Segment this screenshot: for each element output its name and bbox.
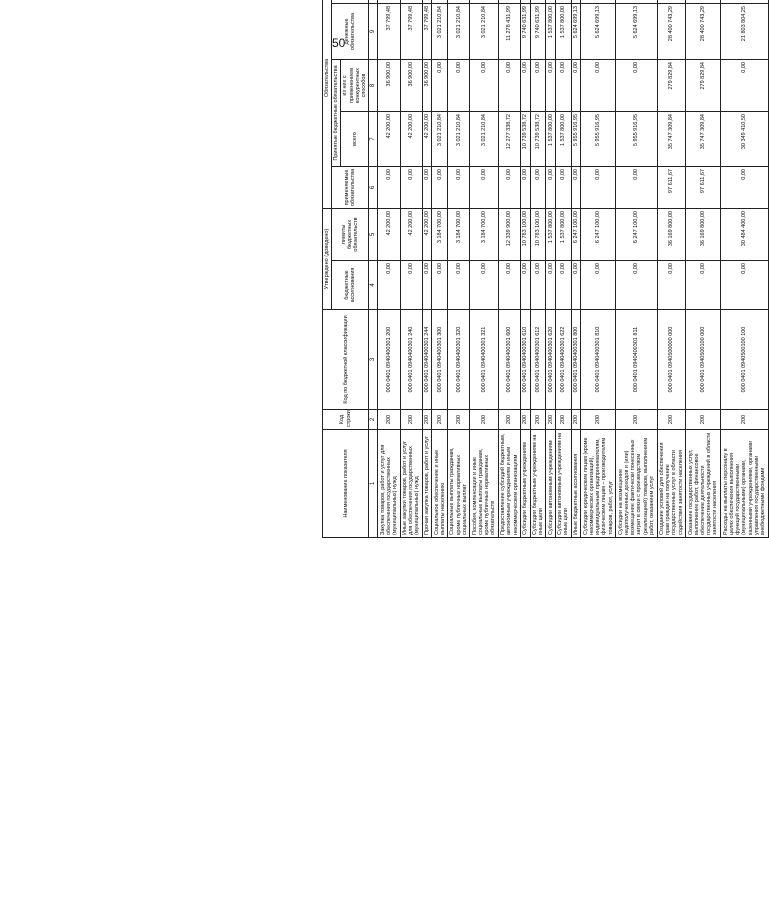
amount-cell: 42 200,00 (400, 209, 422, 261)
amount-cell: 36 169 800,00 (657, 209, 686, 261)
classif-code-cell: 000 0401 0940500000 000 (657, 310, 686, 410)
table-row (521, 0, 530, 538)
header-competitive: из них с применением конкурентных способов (341, 60, 369, 112)
table-row (686, 0, 721, 538)
amount-cell (432, 0, 448, 4)
row-code-cell: 200 (448, 410, 470, 430)
header-monetary: денежные обязательства (332, 4, 369, 60)
amount-cell: 0,00 (721, 167, 769, 209)
amount-cell: 28 400 743,29 (657, 4, 686, 60)
amount-cell (400, 0, 422, 4)
table-row (432, 0, 448, 538)
amount-cell: 11 278 431,99 (498, 4, 520, 60)
amount-cell: 35 747 309,84 (686, 112, 721, 167)
header-applied: применяемые обязательства (332, 167, 369, 209)
amount-cell (555, 0, 571, 4)
row-name-cell: Субсидии юридическим лицам (кроме некоммерческих организаций), индивидуальным предпринимателям, физическим лицам – производителям товаров, работ, услуг (581, 430, 616, 538)
amount-cell: 36 169 800,00 (686, 209, 721, 261)
amount-cell: 3 184 700,00 (448, 209, 470, 261)
column-index-cell: 4 (369, 261, 378, 310)
amount-cell (498, 0, 520, 4)
row-code-cell: 200 (530, 410, 546, 430)
amount-cell: 35 747 309,84 (657, 112, 686, 167)
amount-cell (470, 0, 499, 4)
table-row (378, 0, 400, 538)
amount-cell: 0,00 (521, 167, 530, 209)
amount-cell: 279 829,84 (657, 60, 686, 112)
amount-cell: 5 955 916,95 (571, 112, 580, 167)
amount-cell: 0,00 (581, 60, 616, 112)
amount-cell: 0,00 (581, 261, 616, 310)
amount-cell (530, 0, 546, 4)
amount-cell: 0,00 (432, 60, 448, 112)
amount-cell: 1 537 800,00 (546, 112, 555, 167)
amount-cell: 0,00 (686, 261, 721, 310)
classif-code-cell: 000 0401 0940400301 600 (498, 310, 520, 410)
amount-cell: 30 349 410,50 (721, 112, 769, 167)
amount-cell: 6 247 100,00 (581, 209, 616, 261)
amount-cell: 42 200,00 (378, 112, 400, 167)
amount-cell: 0,00 (616, 167, 657, 209)
amount-cell (378, 0, 400, 4)
amount-cell: 21 803 804,25 (721, 4, 769, 60)
row-code-cell: 200 (571, 410, 580, 430)
row-code-cell: 200 (581, 410, 616, 430)
classif-code-cell: 000 0401 0940400301 240 (400, 310, 422, 410)
amount-cell: 3 184 700,00 (470, 209, 499, 261)
table-row (530, 0, 546, 538)
amount-cell: 0,00 (448, 167, 470, 209)
amount-cell: 0,00 (616, 261, 657, 310)
amount-cell: 279 829,84 (686, 60, 721, 112)
amount-cell: 97 611,67 (657, 167, 686, 209)
amount-cell: 36 900,00 (400, 60, 422, 112)
column-index-cell: 7 (369, 112, 378, 167)
header-total: всего (341, 112, 369, 167)
amount-cell: 37 799,48 (378, 4, 400, 60)
header-approved: Утверждено (доведено) (323, 209, 332, 310)
amount-cell: 10 783 100,00 (521, 209, 530, 261)
amount-cell: 0,00 (657, 261, 686, 310)
row-code-cell: 200 (521, 410, 530, 430)
row-name-cell: Иные закупки товаров, работ и услуг для обеспечения государственных (муниципальных) нужд (400, 430, 422, 538)
classif-code-cell: 000 0401 0940400301 811 (616, 310, 657, 410)
row-name-cell: Закупка товаров, работ и услуг для обеспечения государственных (муниципальных) нужд (378, 430, 400, 538)
amount-cell: 36 900,00 (378, 60, 400, 112)
amount-cell: 30 484 400,00 (721, 209, 769, 261)
classif-code-cell: 000 0401 0940400301 622 (555, 310, 571, 410)
header-limits: лимиты бюджетных обязательств (332, 209, 369, 261)
amount-cell: 3 184 700,00 (432, 209, 448, 261)
amount-cell: 0,00 (571, 167, 580, 209)
amount-cell: 0,00 (546, 167, 555, 209)
amount-cell: 0,00 (498, 60, 520, 112)
table-row (555, 0, 571, 538)
amount-cell (422, 0, 431, 4)
amount-cell: 0,00 (521, 60, 530, 112)
classif-code-cell: 000 0401 0940500100 100 (721, 310, 769, 410)
amount-cell (571, 0, 580, 4)
amount-cell: 0,00 (400, 261, 422, 310)
rotated-table-container (322, 0, 769, 538)
column-index-cell: 2 (369, 410, 378, 430)
amount-cell (546, 0, 555, 4)
amount-cell: 0,00 (546, 261, 555, 310)
row-code-cell: 200 (498, 410, 520, 430)
amount-cell (657, 0, 686, 4)
row-code-cell: 200 (657, 410, 686, 430)
amount-cell: 10 739 538,72 (521, 112, 530, 167)
table-row (546, 0, 555, 538)
amount-cell: 0,00 (432, 167, 448, 209)
amount-cell: 9 740 631,99 (521, 4, 530, 60)
row-name-cell: Социальные выплаты гражданам, кроме публичных нормативных социальных выплат (448, 430, 470, 538)
row-name-cell: Социальное обеспечение и иные выплаты населению (432, 430, 448, 538)
amount-cell: 0,00 (521, 261, 530, 310)
classif-code-cell: 000 0401 0940400301 810 (581, 310, 616, 410)
amount-cell: 3 021 210,84 (470, 4, 499, 60)
amount-cell: 0,00 (400, 167, 422, 209)
header-accepted: Принятые бюджетные обязательства (332, 60, 341, 167)
amount-cell: 0,00 (498, 261, 520, 310)
amount-cell (616, 0, 657, 4)
amount-cell: 42 200,00 (400, 112, 422, 167)
row-name-cell: Прочая закупка товаров, работ и услуг (422, 430, 431, 538)
header-code: Код строки (323, 410, 369, 430)
table-row (571, 0, 580, 538)
amount-cell: 5 955 916,95 (616, 112, 657, 167)
classif-code-cell: 000 0401 0940400301 620 (546, 310, 555, 410)
amount-cell: 0,00 (422, 167, 431, 209)
header-executed (332, 0, 369, 4)
amount-cell: 6 247 100,00 (616, 209, 657, 261)
amount-cell: 0,00 (378, 167, 400, 209)
header-obligations: Обязательства (323, 0, 332, 209)
amount-cell (721, 0, 769, 4)
row-name-cell: Субсидии автономным учреждениям (546, 430, 555, 538)
column-index-cell: 8 (369, 60, 378, 112)
amount-cell: 0,00 (616, 60, 657, 112)
amount-cell: 0,00 (470, 167, 499, 209)
table-row (721, 0, 769, 538)
amount-cell: 0,00 (470, 261, 499, 310)
amount-cell (581, 0, 616, 4)
amount-cell (448, 0, 470, 4)
amount-cell: 0,00 (498, 167, 520, 209)
amount-cell: 0,00 (448, 261, 470, 310)
classif-code-cell: 000 0401 0940400301 244 (422, 310, 431, 410)
amount-cell: 42 200,00 (422, 209, 431, 261)
row-name-cell: Расходы на выплаты персоналу в целях обеспечения выполнения функций государственными (муниципальными) органами, казенными учреждениями, органами управления государственными внебюджетными фондами (721, 430, 769, 538)
header-budget-alloc: бюджетные ассигнования (332, 261, 369, 310)
amount-cell: 5 624 699,13 (616, 4, 657, 60)
row-code-cell: 200 (378, 410, 400, 430)
amount-cell: 9 740 631,99 (530, 4, 546, 60)
amount-cell: 3 021 210,84 (432, 112, 448, 167)
row-code-cell: 200 (470, 410, 499, 430)
amount-cell: 0,00 (530, 261, 546, 310)
row-code-cell: 200 (721, 410, 769, 430)
amount-cell: 0,00 (448, 60, 470, 112)
table-row (657, 0, 686, 538)
table-row (498, 0, 520, 538)
classif-code-cell: 000 0401 0940400301 320 (448, 310, 470, 410)
row-name-cell: Субсидии автономным учреждениям на иные цели (555, 430, 571, 538)
amount-cell: 10 739 538,72 (530, 112, 546, 167)
column-index-cell: 9 (369, 4, 378, 60)
column-index-cell (369, 0, 378, 4)
row-name-cell: Оказание государственных услуг, выполнение работ, финансовое обеспечение деятельности государственных учреждений в области занятости населения (686, 430, 721, 538)
classif-code-cell: 000 0401 0940400301 610 (521, 310, 530, 410)
amount-cell: 42 200,00 (378, 209, 400, 261)
amount-cell: 0,00 (581, 167, 616, 209)
row-code-cell: 200 (555, 410, 571, 430)
column-index-row (369, 0, 378, 538)
row-name-cell: Предоставление субсидий бюджетным, автономным учреждениям и иным некоммерческим организациям (498, 430, 520, 538)
table-row (581, 0, 616, 538)
amount-cell: 3 021 210,84 (470, 112, 499, 167)
amount-cell: 0,00 (432, 261, 448, 310)
amount-cell: 0,00 (530, 60, 546, 112)
column-index-cell: 3 (369, 310, 378, 410)
classif-code-cell: 000 0401 0940400301 300 (432, 310, 448, 410)
amount-cell: 0,00 (721, 60, 769, 112)
row-code-cell: 200 (686, 410, 721, 430)
table-row (400, 0, 422, 538)
amount-cell: 37 799,48 (422, 4, 431, 60)
row-code-cell: 200 (616, 410, 657, 430)
page-number: 50 (332, 36, 346, 50)
amount-cell: 5 624 699,13 (571, 4, 580, 60)
column-index-cell: 5 (369, 209, 378, 261)
amount-cell: 0,00 (721, 261, 769, 310)
amount-cell (521, 0, 530, 4)
table-row (470, 0, 499, 538)
header-classif: Код по бюджетной классификации (323, 310, 369, 410)
amount-cell (686, 0, 721, 4)
amount-cell: 12 339 900,00 (498, 209, 520, 261)
row-code-cell: 200 (546, 410, 555, 430)
amount-cell: 3 021 210,84 (432, 4, 448, 60)
amount-cell: 0,00 (530, 167, 546, 209)
amount-cell: 1 537 800,00 (555, 209, 571, 261)
amount-cell: 6 247 100,00 (571, 209, 580, 261)
amount-cell: 36 900,00 (422, 60, 431, 112)
row-name-cell: Пособия, компенсации и иные социальные выплаты гражданам, кроме публичных нормативных обязательств (470, 430, 499, 538)
table-row (616, 0, 657, 538)
header-name: Наименование показателя (323, 430, 369, 538)
amount-cell: 0,00 (571, 261, 580, 310)
table-row (422, 0, 431, 538)
amount-cell: 12 277 338,72 (498, 112, 520, 167)
amount-cell: 0,00 (555, 60, 571, 112)
amount-cell: 10 783 100,00 (530, 209, 546, 261)
row-name-cell: Субсидии бюджетным учреждениям на иные цели (530, 430, 546, 538)
table-row (448, 0, 470, 538)
amount-cell: 42 200,00 (422, 112, 431, 167)
row-code-cell: 200 (432, 410, 448, 430)
amount-cell: 5 624 699,13 (581, 4, 616, 60)
amount-cell: 0,00 (546, 60, 555, 112)
row-code-cell: 200 (422, 410, 431, 430)
classif-code-cell: 000 0401 0940400301 612 (530, 310, 546, 410)
amount-cell: 0,00 (555, 261, 571, 310)
row-name-cell: Субсидии на возмещение недополученных доходов и (или) возмещение фактически понесенных затрат в связи с производством (реализацией) товаров, выполнением работ, оказанием услуг (616, 430, 657, 538)
amount-cell: 1 537 800,00 (555, 112, 571, 167)
amount-cell: 0,00 (378, 261, 400, 310)
amount-cell: 1 537 800,00 (546, 4, 555, 60)
column-index-cell: 6 (369, 167, 378, 209)
amount-cell: 1 537 800,00 (546, 209, 555, 261)
amount-cell: 0,00 (470, 60, 499, 112)
amount-cell: 3 021 210,84 (448, 4, 470, 60)
row-code-cell: 200 (400, 410, 422, 430)
amount-cell: 37 799,48 (400, 4, 422, 60)
row-name-cell: Создание условий для обеспечения прав граждан на получение государственных услуг в области содействия занятости населения (657, 430, 686, 538)
classif-code-cell: 000 0401 0940400301 321 (470, 310, 499, 410)
amount-cell: 0,00 (555, 167, 571, 209)
row-name-cell: Иные бюджетные ассигнования (571, 430, 580, 538)
classif-code-cell: 000 0401 0940400301 800 (571, 310, 580, 410)
amount-cell: 3 021 210,84 (448, 112, 470, 167)
amount-cell: 5 955 916,95 (581, 112, 616, 167)
classif-code-cell: 000 0401 0940500100 000 (686, 310, 721, 410)
amount-cell: 0,00 (422, 261, 431, 310)
classif-code-cell: 000 0401 0940400301 200 (378, 310, 400, 410)
amount-cell: 28 400 743,29 (686, 4, 721, 60)
amount-cell: 97 611,67 (686, 167, 721, 209)
row-name-cell: Субсидии бюджетным учреждениям (521, 430, 530, 538)
amount-cell: 1 537 800,00 (555, 4, 571, 60)
budget-execution-table (322, 0, 769, 538)
table-body (378, 0, 769, 538)
amount-cell: 0,00 (571, 60, 580, 112)
column-index-cell: 1 (369, 430, 378, 538)
